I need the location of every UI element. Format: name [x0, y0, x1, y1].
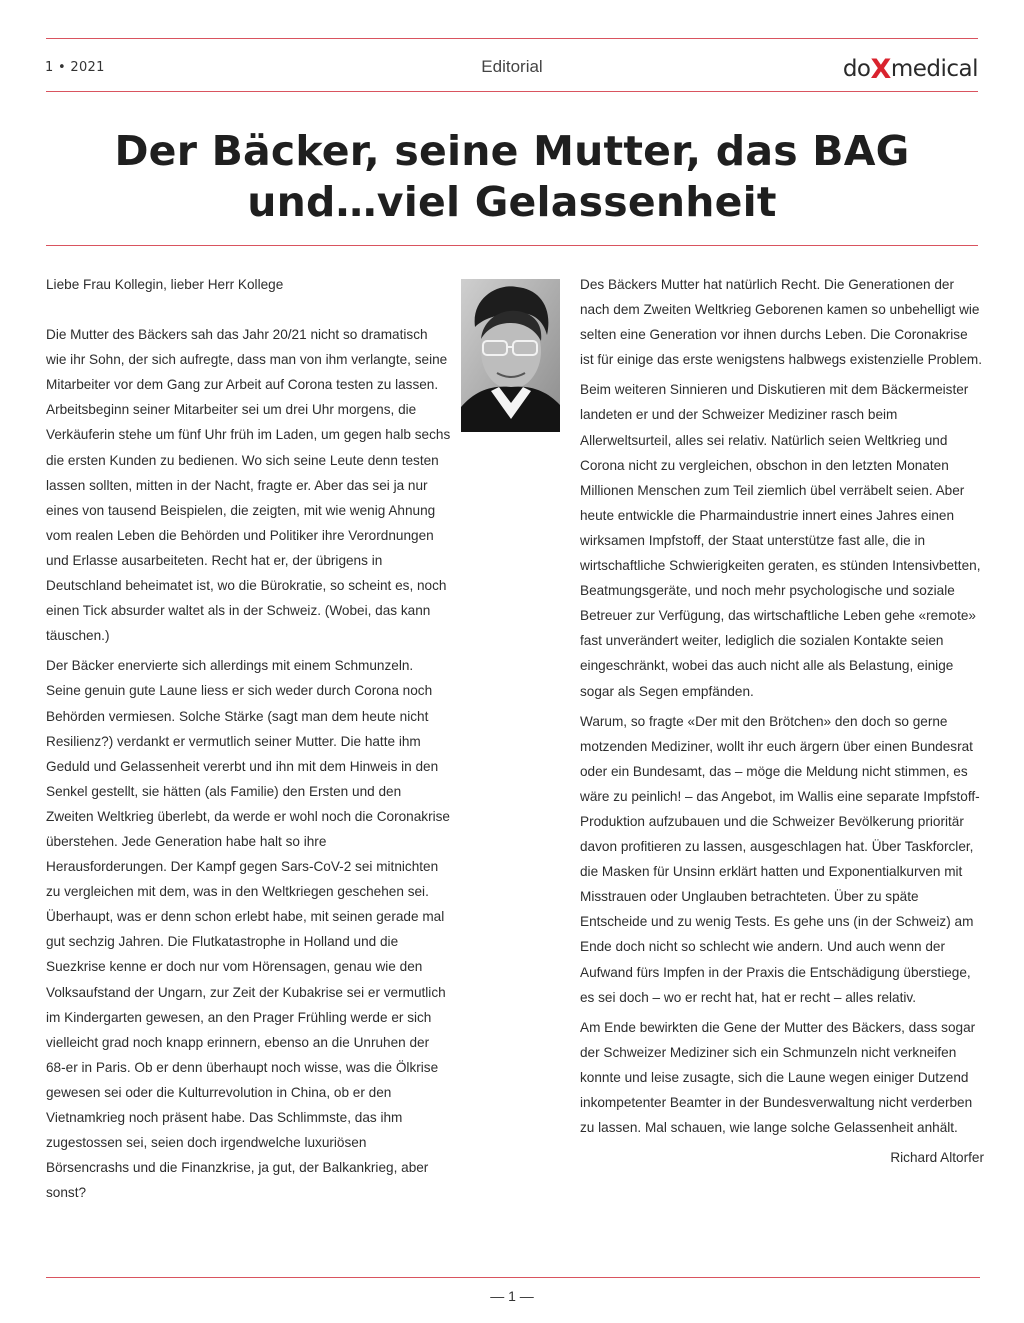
issue-number: 1 • 2021 [45, 60, 105, 75]
page-number: — 1 — [490, 1288, 534, 1304]
paragraph-1: Die Mutter des Bäckers sah das Jahr 20/21 nicht so dramatisch wie ihr Sohn, der sich aufregte, dass man von ihm verlangte, seine Mitarbeiter vor dem Gang zur Arbeit auf Corona testen zu lassen. Arbeitsbeginn seiner Mitarbeiter sei um drei Uhr morgens, die Verkäuferin stehe um fünf Uhr früh im Laden, um gegen halb sechs die ersten Kunden zu bedienen. Wo sich seine Leute denn testen lassen sollten, mitten in der Nacht, fragte er. Aber das sei ja nur eines von tausend Beispielen, die zeigten, mit wie wenig Ahnung vom realen Leben die Behörden und Politiker ihre Verordnungen und Erlasse ausarbeiteten. Recht hat er, der übrigens in Deutschland beheimatet ist, wo die Bürokratie, so scheint es, noch einen Tick absurder waltet als in der Schweiz. (Wobei, das kann täuschen.) [46, 327, 451, 644]
doxmedical-logo: doXmedical [842, 54, 978, 85]
header-top-rule [46, 38, 978, 39]
author-signature: Richard Altorfer [890, 1150, 984, 1166]
left-column [46, 272, 451, 1210]
header-bottom-rule [46, 91, 978, 92]
paragraph-2: Der Bäcker enervierte sich allerdings mit einem Schmunzeln. Seine genuin gute Laune liess er sich weder durch Corona noch Behörden vermiesen. Solche Stärke (sagt man dem heute nicht Resilienz?) verdankt er vermutlich seiner Mutter. Die hatte ihm Geduld und Gelassenheit vererbt und ihn mit dem Hinweis in den Senkel gestellt, sie hätten (als Familie) den Ersten und den Zweiten Weltkrieg überlebt, da werde er wohl noch die Coronakrise überstehen. Jede Generation habe halt so ihre Herausforderungen. Der Kampf gegen Sars-CoV-2 sei mitnichten zu vergleichen mit dem, was in den Weltkriegen geschehen sei. Überhaupt, was er denn schon erlebt habe, mit seinen gerade mal gut sechzig Jahren. Die Flutkatastrophe in Holland und die Suezkrise kenne er doch nur vom Hörensagen, genau wie den Volksaufstand der Ungarn, zur Zeit der Kubakrise sei er vermutlich im Kindergarten gewesen, an den Prager Frühling werde er sich vielleicht grad noch knapp erinnern, ebenso an die Unruhen der 68-er in Paris. Ob er denn überhaupt noch wisse, was die Ölkrise gewesen sei oder die Kulturrevolution in China, ob er den Vietnamkrieg noch präsent habe. Das Schlimmste, das ihm zugestossen sei, seien doch irgendwelche luxuriösen Börsencrashs und die Finanzkrise, ja gut, der Balkankrieg, aber sonst? [46, 658, 450, 1201]
footer-rule [46, 1277, 980, 1278]
article-title-line-2: und…viel Gelassenheit [247, 178, 777, 226]
title-divider [46, 245, 978, 246]
section-label: Editorial [481, 57, 543, 76]
salutation: Liebe Frau Kollegin, lieber Herr Kollege [46, 277, 284, 292]
paragraph-6: Am Ende bewirkten die Gene der Mutter des Bäckers, dass sogar der Schweizer Mediziner sich ein Schmunzeln nicht verkneifen konnte und leise zusagte, sich die Laune wegen einiger Dutzend inkompetenter Beamter in der Bundesverwaltung nicht verderben zu lassen. Mal schauen, wie lange solche Gelassenheit anhält. [580, 1019, 976, 1136]
author-portrait [461, 279, 560, 432]
paragraph-5: Warum, so fragte «Der mit den Brötchen» den doch so gerne motzenden Mediziner, wollt ihr euch ärgern über einen Bundesrat oder ein Bundesamt, das – möge die Meldung nicht stimmen, es wäre zu peinlich! – das Angebot, im Wallis eine separate Impfstoff-Produktion aufzubauen und die Schweizer Bevölkerung prioritär davon profitieren zu lassen, ausgeschlagen hat. Über Taskforcler, die Masken für Unsinn erklärt hatten und Exponentialkurven mit Misstrauen oder Unglauben betrachteten. Über zu späte Entscheide und zu wenig Tests. Es gehe uns (in der Schweiz) am Ende doch nicht so schlecht wie andern. Und auch wenn der Aufwand fürs Impfen in der Praxis die Entschädigung überstiege, es sei doch – wo er recht hat, hat er recht – alles relativ. [580, 713, 980, 1005]
paragraph-4: Beim weiteren Sinnieren und Diskutieren mit dem Bäckermeister landeten er und der Schweizer Mediziner rasch beim Allerweltsurteil, alles sei relativ. Natürlich seien Weltkrieg und Corona nicht zu vergleichen, obschon in den letzten Monaten Millionen Menschen zum Teil ziemlich übel verräbelt seien. Aber heute entwickle die Pharmaindustrie innert eines Jahres einen wirksamen Impfstoff, der Staat unterstütze fast alle, die in wirtschaftliche Schwierigkeiten geraten, es stünden Intensivbetten, Beatmungsgeräte, und noch mehr psychologische und soziale Betreuer zur Verfügung, das wirtschaftliche Leben gehe «remote» fast unverändert weiter, lediglich die sozialen Kontakte seien eingeschränkt, wobei das auch nicht alle als Belastung, einige sogar als Segen empfänden. [580, 382, 981, 699]
article-title-line-1: Der Bäcker, seine Mutter, das BAG [114, 127, 910, 175]
right-column [580, 272, 984, 1175]
paragraph-3: Des Bäckers Mutter hat natürlich Recht. Die Generationen der nach dem Zweiten Weltkrieg Geborenen kamen so unbehelligt wie selten eine Generation vor ihnen durchs Leben. Die Coronakrise ist für einige das erste wenigstens halbwegs existenzielle Problem. [580, 277, 982, 368]
article-title [60, 126, 964, 228]
